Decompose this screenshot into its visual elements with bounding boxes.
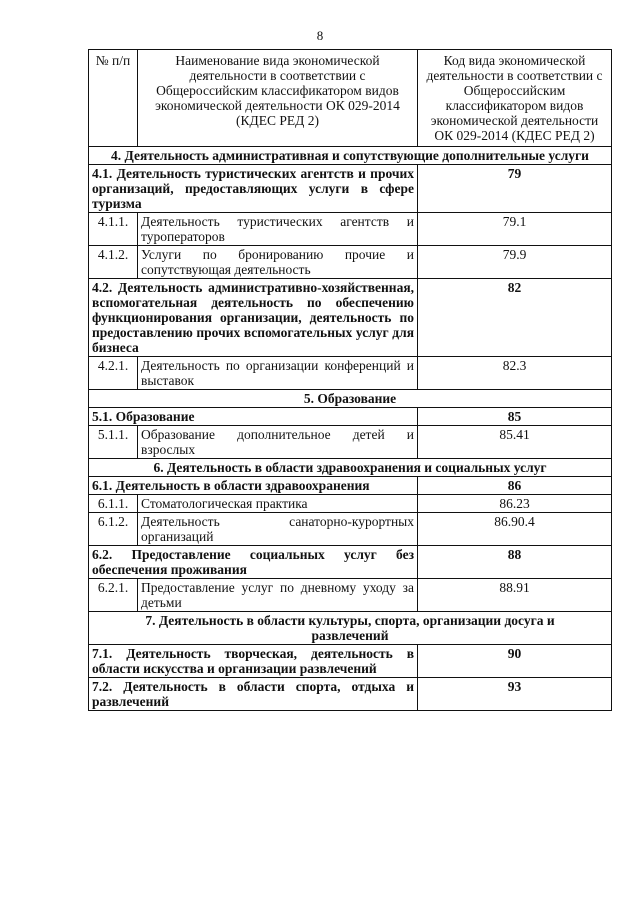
row-name: Стоматологическая практика xyxy=(138,495,418,513)
section-row xyxy=(89,612,612,645)
group-row xyxy=(89,408,612,426)
section-title: 6. Деятельность в области здравоохранения и социальных услуг xyxy=(89,459,612,477)
group-code: 79 xyxy=(418,165,612,213)
row-code: 88.91 xyxy=(418,579,612,612)
table-row xyxy=(89,426,612,459)
group-name: 7.1. Деятельность творческая, деятельность в области искусства и организации развлечений xyxy=(89,645,418,678)
group-row xyxy=(89,645,612,678)
section-title: 4. Деятельность административная и сопутствующие дополнительные услуги xyxy=(89,147,612,165)
row-number: 4.1.1. xyxy=(89,213,138,246)
activity-codes-table xyxy=(88,49,612,711)
table-row xyxy=(89,246,612,279)
group-name: 4.2. Деятельность административно-хозяйственная, вспомогательная деятельность по обеспечению функционирования организации, деятельность по предоставлению прочих вспомогательных услуг для бизнеса xyxy=(89,279,418,357)
group-name: 5.1. Образование xyxy=(89,408,418,426)
header-name: Наименование вида экономической деятельности в соответствии с Общероссийским классификатором видов экономической деятельности ОК 029-2014 (КДЕС РЕД 2) xyxy=(138,50,418,147)
row-number: 6.2.1. xyxy=(89,579,138,612)
group-row xyxy=(89,165,612,213)
group-row xyxy=(89,678,612,711)
group-code: 86 xyxy=(418,477,612,495)
group-name: 6.2. Предоставление социальных услуг без обеспечения проживания xyxy=(89,546,418,579)
group-code: 82 xyxy=(418,279,612,357)
group-name: 4.1. Деятельность туристических агентств и прочих организаций, предоставляющих услуги в сфере туризма xyxy=(89,165,418,213)
table-row xyxy=(89,513,612,546)
row-name: Предоставление услуг по дневному уходу за детьми xyxy=(138,579,418,612)
group-code: 90 xyxy=(418,645,612,678)
row-number: 5.1.1. xyxy=(89,426,138,459)
group-code: 85 xyxy=(418,408,612,426)
section-title: 7. Деятельность в области культуры, спорта, организации досуга и развлечений xyxy=(89,612,612,645)
row-number: 6.1.2. xyxy=(89,513,138,546)
header-num: № п/п xyxy=(89,50,138,147)
table-row xyxy=(89,579,612,612)
table-row xyxy=(89,213,612,246)
row-number: 6.1.1. xyxy=(89,495,138,513)
table-header-row xyxy=(89,50,612,147)
section-row xyxy=(89,459,612,477)
group-name: 7.2. Деятельность в области спорта, отдыха и развлечений xyxy=(89,678,418,711)
group-row xyxy=(89,546,612,579)
group-row xyxy=(89,477,612,495)
group-code: 88 xyxy=(418,546,612,579)
row-number: 4.2.1. xyxy=(89,357,138,390)
row-code: 86.23 xyxy=(418,495,612,513)
table-row xyxy=(89,495,612,513)
group-name: 6.1. Деятельность в области здравоохранения xyxy=(89,477,418,495)
section-row xyxy=(89,390,612,408)
row-code: 86.90.4 xyxy=(418,513,612,546)
header-code: Код вида экономической деятельности в соответствии с Общероссийским классификатором видов экономической деятельности ОК 029-2014 (КДЕС РЕД 2) xyxy=(418,50,612,147)
row-code: 79.9 xyxy=(418,246,612,279)
row-name: Деятельность по организации конференций и выставок xyxy=(138,357,418,390)
row-code: 79.1 xyxy=(418,213,612,246)
row-name: Образование дополнительное детей и взрослых xyxy=(138,426,418,459)
row-code: 82.3 xyxy=(418,357,612,390)
row-name: Деятельность санаторно-курортных организаций xyxy=(138,513,418,546)
group-row xyxy=(89,279,612,357)
row-name: Деятельность туристических агентств и туроператоров xyxy=(138,213,418,246)
section-title: 5. Образование xyxy=(89,390,612,408)
group-code: 93 xyxy=(418,678,612,711)
row-code: 85.41 xyxy=(418,426,612,459)
table-row xyxy=(89,357,612,390)
row-number: 4.1.2. xyxy=(89,246,138,279)
page-number: 8 xyxy=(316,28,324,43)
section-row xyxy=(89,147,612,165)
row-name: Услуги по бронированию прочие и сопутствующая деятельность xyxy=(138,246,418,279)
